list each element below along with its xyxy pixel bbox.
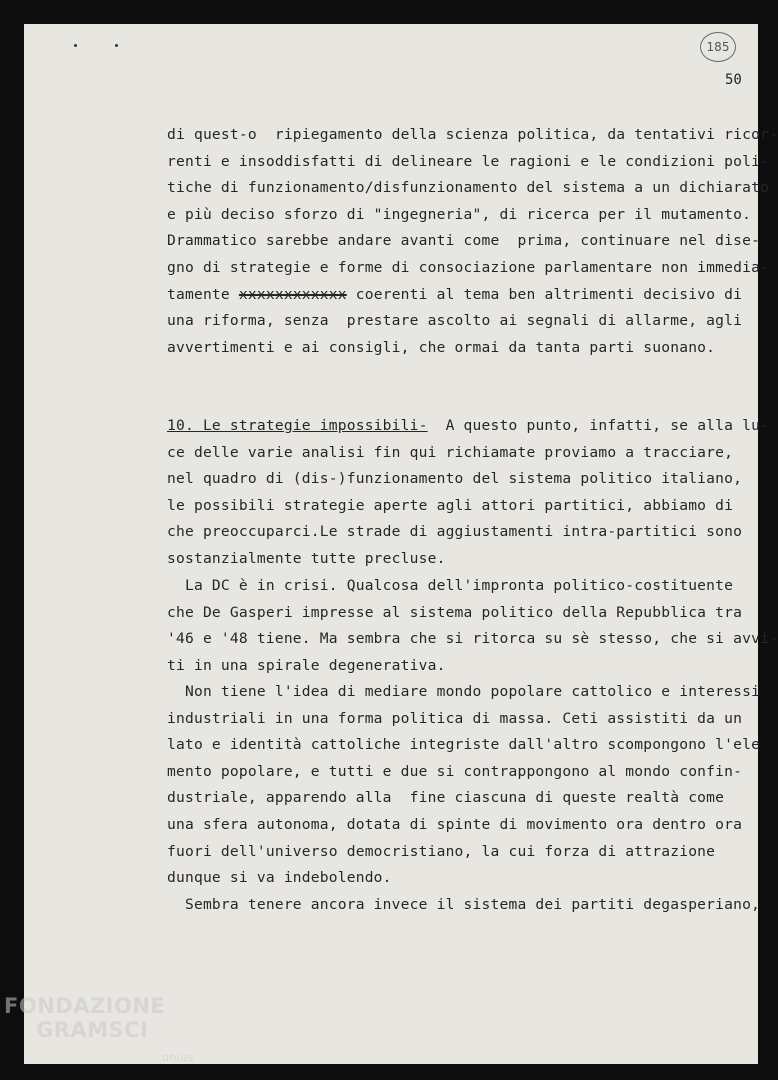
text-line: sostanzialmente tutte precluse.: [167, 549, 446, 567]
text-line: e più deciso sforzo di "ingegneria", di ricerca per il mutamento.: [167, 205, 752, 223]
text-line: una riforma, senza prestare ascolto ai segnali di allarme, agli: [167, 312, 743, 330]
text-line: che De Gasperi impresse al sistema politico della Repubblica tra: [167, 603, 743, 621]
text-line: '46 e '48 tiene. Ma sembra che si ritorca su sè stesso, che si avvi-: [167, 630, 778, 648]
text-line: tiche di funzionamento/disfunzionamento del sistema a un dichiarato: [167, 179, 770, 197]
text-line: gno di strategie e forme di consociazione parlamentare non immedia-: [167, 258, 770, 276]
text-line: dunque si va indebolendo.: [167, 869, 392, 887]
text-line: avvertimenti e ai consigli, che ormai da tanta parti suonano.: [167, 338, 716, 356]
text-line: che preoccuparci.Le strade di aggiustamenti intra-partitici sono: [167, 523, 743, 541]
text-line: renti e insoddisfatti di delineare le ragioni e le condizioni poli-: [167, 152, 770, 170]
watermark-line: GRAMSCI: [36, 1018, 149, 1042]
text-line: La DC è in crisi. Qualcosa dell'impronta politico-costituente: [167, 577, 734, 594]
struck-out-word: xxxxxxxxxxxx: [238, 285, 347, 303]
text-line: Drammatico sarebbe andare avanti come prima, continuare nel dise-: [167, 232, 761, 250]
text-line: le possibili strategie aperte agli attori partitici, abbiamo di: [167, 496, 734, 514]
text-line: dustriale, apparendo alla fine ciascuna di queste realtà come: [167, 789, 725, 807]
paragraph-5: [167, 892, 760, 919]
text-line: Non tiene l'idea di mediare mondo popolare cattolico e interessi: [167, 683, 761, 700]
text-line: lato e identità cattoliche integriste dall'altro scompongono l'ele: [167, 736, 761, 754]
text-fragment: tamente: [167, 285, 230, 303]
paragraph-1: [167, 122, 778, 361]
text-line: mento popolare, e tutti e due si contrappongono al mondo confin-: [167, 762, 743, 780]
section-heading: 10. Le strategie impossibili-: [167, 417, 428, 434]
section-10: [167, 413, 769, 573]
paragraph-3: [167, 573, 778, 679]
text-line: fuori dell'universo democristiano, la cui forza di attrazione: [167, 842, 716, 860]
text-line: di quest-o ripiegamento della scienza politica, da tentativi ricor-: [167, 126, 778, 143]
text-line: Sembra tenere ancora invece il sistema dei partiti degasperiano,: [167, 896, 761, 913]
text-fragment: coerenti al tema ben altrimenti decisivo di: [355, 285, 743, 303]
ink-speck: [74, 44, 77, 47]
text-line: ce delle varie analisi fin qui richiamate proviamo a tracciare,: [167, 443, 734, 461]
paragraph-4: [167, 679, 760, 892]
text-line: una sfera autonoma, dotata di spinte di movimento ora dentro ora: [167, 815, 743, 833]
page-number: 50: [725, 72, 742, 88]
section-heading-line: [167, 413, 769, 440]
archive-stamp: 185: [700, 32, 736, 62]
typewritten-page: [24, 24, 778, 1064]
watermark-line: FONDAZIONE: [4, 994, 166, 1018]
text-line: industriali in una forma politica di massa. Ceti assistiti da un: [167, 709, 743, 727]
watermark-onlus: onlus: [162, 1051, 194, 1064]
text-fragment: A questo punto, infatti, se alla lu-: [427, 417, 770, 434]
text-line: nel quadro di (dis-)funzionamento del sistema politico italiano,: [167, 470, 743, 488]
fondazione-gramsci-watermark: [4, 994, 194, 1064]
text-line: ti in una spirale degenerativa.: [167, 656, 446, 674]
text-line-with-strike: [167, 282, 778, 309]
ink-speck: [115, 44, 118, 47]
